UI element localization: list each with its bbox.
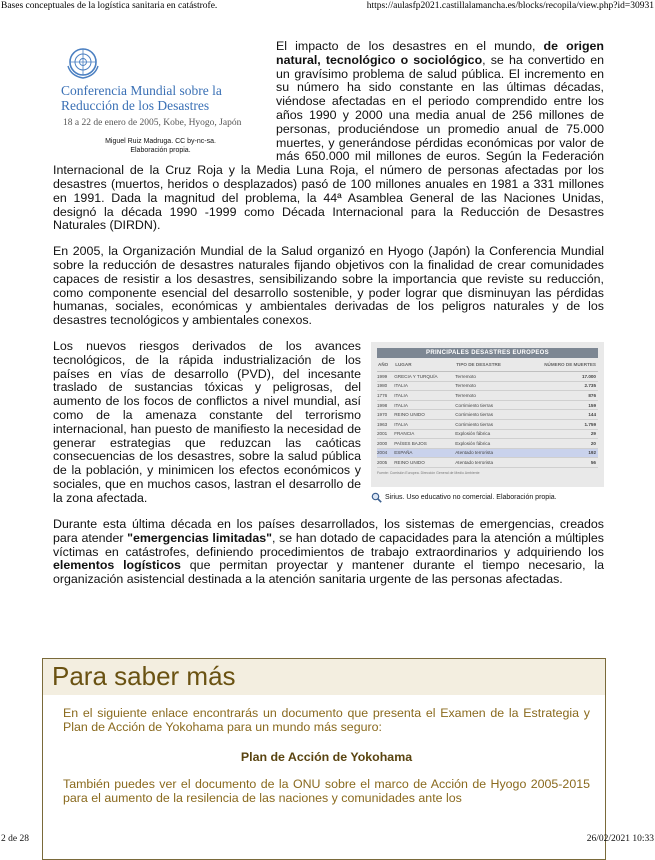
- intro-paragraph: El impacto de los desastres en el mundo, de origen natural, tecnológico o sociológico, se ha convertido en un gravísimo problema de salud pública. El incremento en su número ha sido constante en las últimas décadas, viéndose afectadas en el periodo comprendido entre los años 1990 y 2000 una media anual de 256 millones de personas, produciéndose un promedio anual de 75.000 muertes, y generándose pérdidas económicas por valor de más 650.000 mil millones de euros. Según la Federación Internacional de la Cruz Roja y la Media Luna Roja, el número de personas afectadas por los desastres (muertos, heridos o desplazados) pasó de 100 millones anuales en 1981 a 331 millones en 1991. Dada la magnitud del problema, la 44ª Asamblea General de las Naciones Unidas, designó la década 1990 -1999 como Década Internacional para la Reducción de Desastres Naturales (DIRDN).: [53, 39, 604, 233]
- table-cell: 192: [521, 448, 598, 458]
- logo-line-1: Conferencia Mundial sobre la: [61, 83, 222, 98]
- table-title: PRINCIPALES DESASTRES EUROPEOS: [377, 348, 598, 358]
- table-row: [377, 419, 598, 429]
- table-row: [377, 458, 598, 468]
- table-cell: REINO UNIDO: [394, 410, 455, 420]
- table-cell: 1.759: [521, 419, 598, 429]
- yokohama-plan-link[interactable]: Plan de Acción de Yokohama: [240, 749, 413, 764]
- zoom-icon[interactable]: [371, 492, 382, 503]
- table-cell: 1998: [377, 400, 394, 410]
- table-cell: ITALIA: [394, 400, 455, 410]
- table-row: [377, 381, 598, 391]
- table-caption-text: Sirius. Uso educativo no comercial. Elaboración propia.: [385, 493, 557, 501]
- table-header-row: [377, 358, 598, 372]
- table-cell: 2001: [377, 429, 394, 439]
- disasters-table: [371, 342, 604, 487]
- table-cell: Terremoto: [455, 391, 521, 401]
- table-cell: 1776: [377, 391, 394, 401]
- table-row: [377, 448, 598, 458]
- table-cell: 2004: [377, 448, 394, 458]
- hyogo-paragraph: En 2005, la Organización Mundial de la Salud organizó en Hyogo (Japón) la Conferencia Mundial sobre la reducción de desastres naturales fijando objetivos con la finalidad de crear comunidades capaces de resistir a los desastres, sensibilizando sobre la importancia que reviste su reducción, como componente esencial del desarrollo sostenible, y poder lograr que disminuyan las pérdidas humanas, sociales, económicas y ambientales derivadas de los peligros naturales y de los desastres tecnológicos y ambientales conexos.: [53, 244, 604, 328]
- table-cell: Corrimiento tierras: [455, 419, 521, 429]
- table-cell: GRECIA Y TURQUÍA: [394, 371, 455, 381]
- conference-logo: [53, 40, 268, 135]
- header-url: https://aulasfp2021.castillalamancha.es/blocks/recopila/view.php?id=30931: [366, 1, 654, 11]
- main-content: [53, 40, 604, 587]
- logo-caption-source: Elaboración propia.: [130, 147, 191, 154]
- col-year: AÑO: [377, 358, 394, 372]
- risks-section: [53, 340, 604, 507]
- emergencies-paragraph: Durante esta última década en los países desarrollados, los sistemas de emergencias, creados para atender "emergencias limitadas", se han dotado de capacidades para la atención a múltiples víctimas en catástrofes, definiendo procedimientos de trabajo extraordinarios y adquiriendo los elementos logísticos que permitan proyectar y mantener durante el tiempo necesario, la organización asistencial destinada a la atención sanitaria urgente de las personas afectadas.: [53, 516, 604, 587]
- table-caption: [371, 492, 604, 503]
- disasters-table-figure: [371, 342, 604, 503]
- table-cell: ITALIA: [394, 381, 455, 391]
- table-row: [377, 410, 598, 420]
- table-row: [377, 439, 598, 449]
- conference-logo-figure: [53, 40, 268, 155]
- table-cell: 17.000: [521, 371, 598, 381]
- print-footer: [0, 834, 655, 848]
- table-cell: 159: [521, 400, 598, 410]
- table-cell: PAÍSES BAJOS: [394, 439, 455, 449]
- logo-caption-author: Miguel Ruiz Madruga. CC by-nc-sa.: [105, 138, 216, 145]
- page-number: 2 de 28: [1, 834, 29, 844]
- table-cell: 1980: [377, 381, 394, 391]
- table-cell: 2.735: [521, 381, 598, 391]
- table-cell: FRANCIA: [394, 429, 455, 439]
- table-row: [377, 429, 598, 439]
- un-emblem-icon: [65, 46, 101, 80]
- table-cell: 29: [521, 429, 598, 439]
- table-cell: 1970: [377, 410, 394, 420]
- table-cell: 56: [521, 458, 598, 468]
- table-cell: Atentado terrorista: [455, 458, 521, 468]
- header-title: Bases conceptuales de la logística sanitaria en catástrofe.: [1, 1, 218, 11]
- table-cell: 2005: [377, 458, 394, 468]
- table-cell: Explosión fábrica: [455, 439, 521, 449]
- print-header: [0, 0, 655, 14]
- col-type: TIPO DE DESASTRE: [455, 358, 521, 372]
- logo-line-3: 18 a 22 de enero de 2005, Kobe, Hyogo, Japón: [63, 118, 242, 128]
- saber-body: [63, 707, 590, 806]
- table-cell: 1963: [377, 419, 394, 429]
- table-cell: 20: [521, 439, 598, 449]
- table-row: [377, 400, 598, 410]
- table-cell: Explosión fábrica: [455, 429, 521, 439]
- table-cell: Corrimiento tierras: [455, 410, 521, 420]
- table-cell: 1999: [377, 371, 394, 381]
- table-cell: ESPAÑA: [394, 448, 455, 458]
- table-cell: ITALIA: [394, 419, 455, 429]
- table-cell: Corrimiento tierras: [455, 400, 521, 410]
- table-cell: 2000: [377, 439, 394, 449]
- print-date: 26/02/2021 10:33: [586, 834, 654, 844]
- table-cell: REINO UNIDO: [394, 458, 455, 468]
- saber-header: [43, 659, 605, 695]
- saber-intro: En el siguiente enlace encontrarás un documento que presenta el Examen de la Estrategia y Plan de Acción de Yokohama para un mundo más seguro:: [63, 706, 590, 734]
- para-saber-mas-box: [42, 658, 606, 860]
- table-cell: Atentado terrorista: [455, 448, 521, 458]
- table-row: [377, 371, 598, 381]
- table-cell: 876: [521, 391, 598, 401]
- logo-line-2: Reducción de los Desastres: [61, 98, 210, 113]
- logo-caption: [53, 137, 268, 155]
- col-place: LUGAR: [394, 358, 455, 372]
- table-row: [377, 391, 598, 401]
- col-deaths: NÚMERO DE MUERTES: [521, 358, 598, 372]
- table-cell: ITALIA: [394, 391, 455, 401]
- saber-hyogo-text: También puedes ver el documento de la ONU sobre el marco de Acción de Hyogo 2005-2015 para el aumento de la resilencia de las naciones y comunidades ante los: [63, 777, 590, 806]
- table-cell: Terremoto: [455, 381, 521, 391]
- table-cell: 144: [521, 410, 598, 420]
- table-source: Fuente: Comisión Europea. Dirección General de Medio Ambiente: [377, 470, 480, 475]
- saber-title: Para saber más: [52, 661, 236, 691]
- table-cell: Terremoto: [455, 371, 521, 381]
- risks-paragraph: Los nuevos riesgos derivados de los avances tecnológicos, de la rápida industrialización de los países en vías de desarrollo (PVD), del incesante traslado de sustancias tóxicas y peligrosas, del aumento de los focos de conflictos a nivel mundial, así como de la amenaza constante del terrorismo internacional, han puesto de manifiesto la necesidad de generar estrategias que reduzcan las caóticas consecuencias de los desastres, sobre la salud pública de la población, y minimicen los efectos económicos y sociales, que en muchos casos, lastran el desarrollo de la zona afectada.: [53, 339, 361, 505]
